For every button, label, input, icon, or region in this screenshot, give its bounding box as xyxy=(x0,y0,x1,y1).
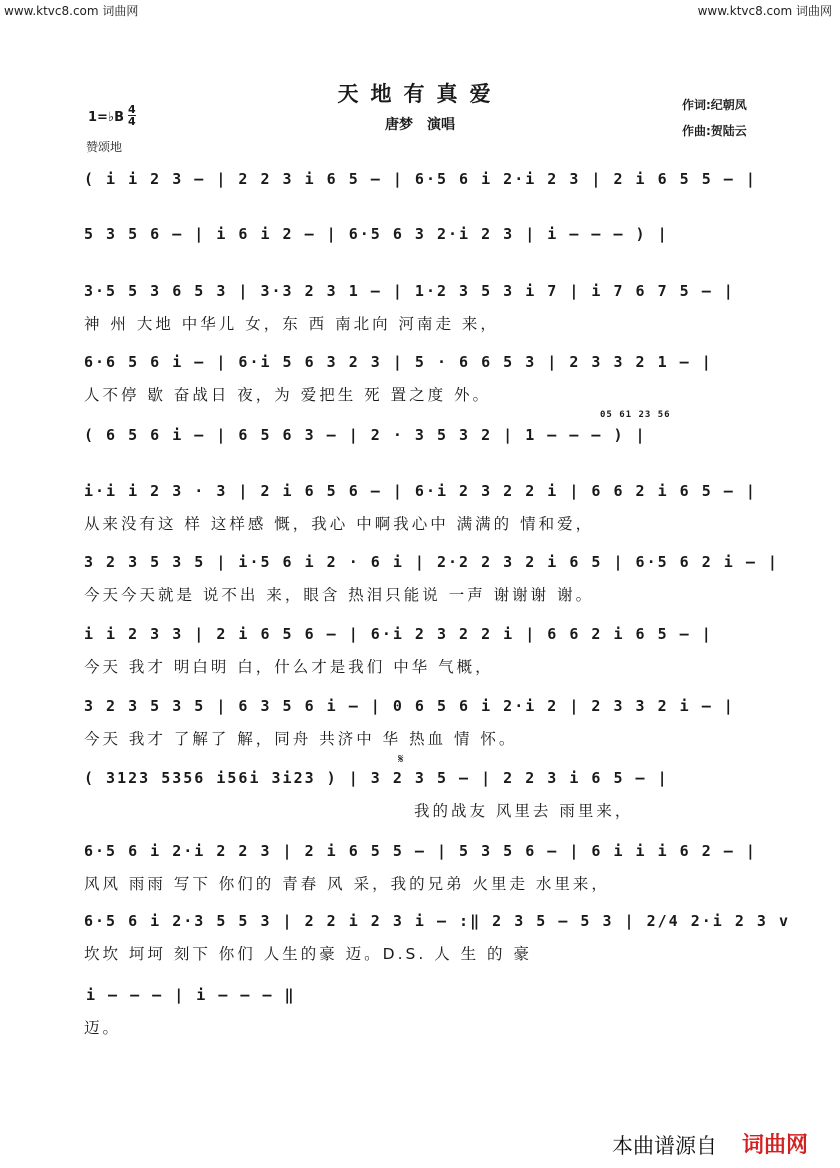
score-ending: i — — — | i — — — ‖ xyxy=(86,986,296,1004)
lyric-line-10: 我的战友 风里去 雨里来， xyxy=(414,802,634,820)
score-line-10: ( 3123 5356 i56i 3i23 ) | 3 2 3 5 — | 2 2 3 i 6 5 — | xyxy=(84,769,669,787)
lyric-line-3: 神 州 大地 中华儿 女，东 西 南北向 河南走 来， xyxy=(84,315,499,333)
score-line-9: 3 2 3 5 3 5 | 6 3 5 6 i — | 0 6 5 6 i 2·i 2 | 2 3 3 2 i — | xyxy=(84,697,735,715)
time-signature xyxy=(128,104,136,127)
lyric-line-7: 今天今天就是 说不出 来，眼含 热泪只能说 一声 谢谢谢 谢。 xyxy=(84,586,595,604)
lyric-line-6: 从来没有这 样 这样感 慨，我心 中啊我心中 满满的 情和爱， xyxy=(84,515,595,533)
time-signature-denominator: 4 xyxy=(128,115,136,128)
key-signature: 1=♭B xyxy=(88,110,124,125)
score-line-1: ( i i 2 3 — | 2 2 3 i 6 5 — | 6·5 6 i 2·i 2 3 | 2 i 6 5 5 — | xyxy=(84,170,757,188)
score-line-6: i·i i 2 3 · 3 | 2 i 6 5 6 — | 6·i 2 3 2 2 i | 6 6 2 i 6 5 — | xyxy=(84,482,757,500)
lyric-line-8: 今天 我才 明白明 白，什么才是我们 中华 气概， xyxy=(84,658,494,676)
score-line-5: ( 6 5 6 i — | 6 5 6 3 — | 2 · 3 5 3 2 | 1 — — — ) | xyxy=(84,426,647,444)
lyricist-credit: 作词:纪朝凤 xyxy=(682,98,747,112)
time-signature-numerator: 4 xyxy=(128,103,136,116)
watermark-left: www.ktvc8.com 词曲网 xyxy=(4,4,139,18)
score-line-7: 3 2 3 5 3 5 | i·5 6 i 2 · 6 i | 2·2 2 3 2 i 6 5 | 6·5 6 2 i — | xyxy=(84,553,779,571)
score-line-4: 6·6 5 6 i — | 6·i 5 6 3 2 3 | 5 · 6 6 5 3 | 2 3 3 2 1 — | xyxy=(84,353,713,371)
lyric-line-11: 风风 雨雨 写下 你们的 青春 风 采，我的兄弟 火里走 水里来， xyxy=(84,875,610,893)
segno-sign: 𝄋 xyxy=(398,752,404,767)
composer-credit: 作曲:贺陆云 xyxy=(682,124,747,138)
score-line-12: 6·5 6 i 2·3 5 5 3 | 2 2 i 2 3 i — :‖ 2 3 5 — 5 3 | 2/4 2·i 2 3 v xyxy=(84,912,790,930)
footer-logo: 词曲网 xyxy=(742,1133,809,1158)
lyric-ending: 迈。 xyxy=(84,1019,122,1037)
lyric-line-12: 坎坎 坷坷 刻下 你们 人生的豪 迈。D.S. 人 生 的 豪 xyxy=(84,945,532,963)
small-notes-line-5: 05 61 23 56 xyxy=(600,410,671,420)
footer-source-text: 本曲谱源自 xyxy=(612,1134,717,1158)
score-line-2: 5 3 5 6 — | i 6 i 2 — | 6·5 6 3 2·i 2 3 | i — — — ) | xyxy=(84,225,669,243)
singer-credit: 唐梦 演唱 xyxy=(385,117,455,133)
lyric-line-9: 今天 我才 了解了 解，同舟 共济中 华 热血 情 怀。 xyxy=(84,730,518,748)
song-title: 天地有真爱 xyxy=(337,81,503,106)
score-line-11: 6·5 6 i 2·i 2 2 3 | 2 i 6 5 5 — | 5 3 5 6 — | 6 i i i 6 2 — | xyxy=(84,842,757,860)
style-marking: 赞颂地 xyxy=(86,140,123,154)
lyric-line-4: 人不停 歇 奋战日 夜，为 爱把生 死 置之度 外。 xyxy=(84,386,491,404)
watermark-right: www.ktvc8.com 词曲网 xyxy=(697,4,832,18)
score-line-8: i i 2 3 3 | 2 i 6 5 6 — | 6·i 2 3 2 2 i | 6 6 2 i 6 5 — | xyxy=(84,625,713,643)
score-line-3: 3·5 5 3 6 5 3 | 3·3 2 3 1 — | 1·2 3 5 3 i 7 | i 7 6 7 5 — | xyxy=(84,282,735,300)
